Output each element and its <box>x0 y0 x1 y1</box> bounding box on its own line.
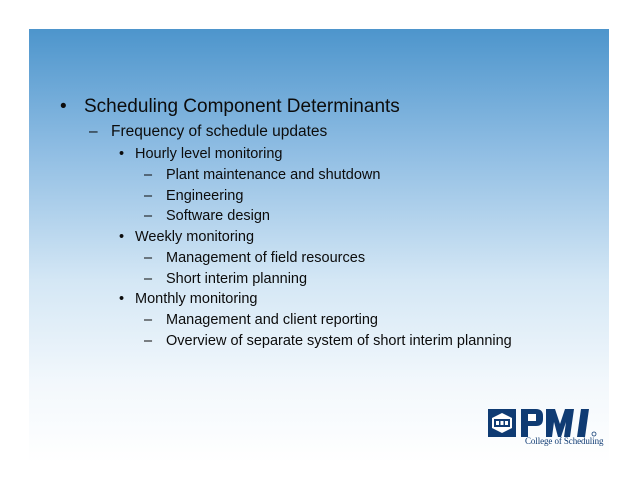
logo-letter-i <box>577 409 589 437</box>
dash-marker: – <box>89 123 98 140</box>
bullet-marker: • <box>60 96 67 117</box>
logo-letter-p <box>521 409 543 437</box>
dash-marker: – <box>144 333 153 349</box>
list-item <box>144 208 270 224</box>
list-item <box>144 271 307 287</box>
list-item-text: Management and client reporting <box>166 312 378 328</box>
group-hourly <box>119 146 282 162</box>
slide <box>29 29 609 463</box>
group-label: Weekly monitoring <box>135 229 255 245</box>
list-item-text: Engineering <box>166 188 244 204</box>
bullet-marker: • <box>119 291 125 307</box>
list-item <box>144 312 378 328</box>
list-item-text: Overview of separate system of short interim planning <box>166 333 512 349</box>
list-item <box>144 167 380 183</box>
heading-line <box>60 96 400 118</box>
bullet-marker: • <box>119 229 125 245</box>
dash-marker: – <box>144 250 153 266</box>
subheading-line <box>89 123 327 141</box>
dash-marker: – <box>144 271 153 287</box>
list-item <box>144 188 243 204</box>
group-weekly <box>119 229 254 245</box>
list-item-text: Short interim planning <box>166 271 308 287</box>
logo-letter-m <box>546 409 574 437</box>
group-monthly <box>119 291 258 307</box>
slide-subheading: Frequency of schedule updates <box>111 123 328 140</box>
slide-heading: Scheduling Component Determinants <box>84 96 400 117</box>
list-item-text: Management of field resources <box>166 250 366 266</box>
list-item-text: Plant maintenance and shutdown <box>166 167 381 183</box>
bullet-marker: • <box>119 146 125 162</box>
dash-marker: – <box>144 188 153 204</box>
list-item <box>144 333 512 349</box>
group-label: Monthly monitoring <box>135 291 258 307</box>
dash-marker: – <box>144 208 153 224</box>
group-label: Hourly level monitoring <box>135 146 283 162</box>
logo-caption: College of Scheduling <box>525 436 604 446</box>
dash-marker: – <box>144 167 153 183</box>
list-item-text: Software design <box>166 208 270 224</box>
dash-marker: – <box>144 312 153 328</box>
list-item <box>144 250 365 266</box>
